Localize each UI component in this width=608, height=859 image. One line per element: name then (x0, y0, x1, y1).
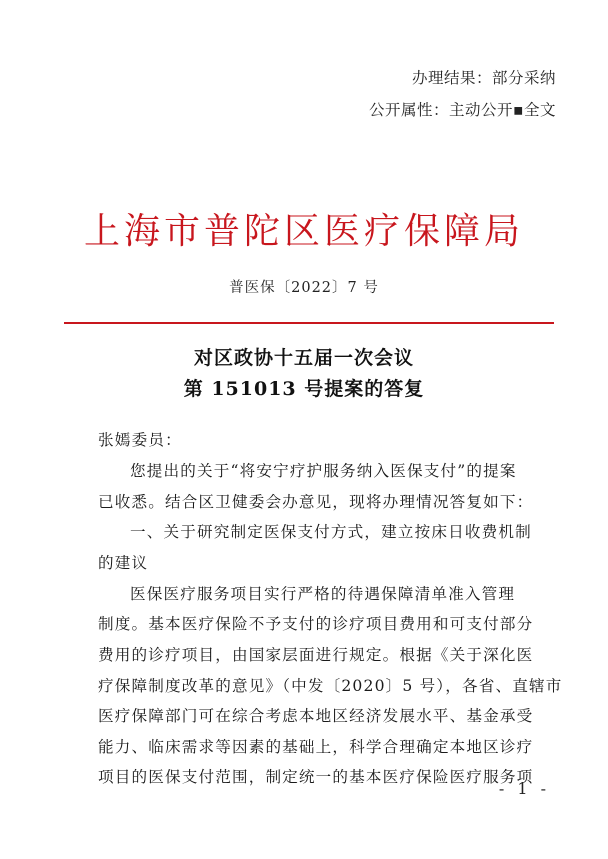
body-line: 的建议 (98, 554, 149, 572)
page-number: - 1 - (498, 779, 550, 798)
section-heading: 一、关于研究制定医保支付方式，建立按床日收费机制 (130, 523, 532, 541)
body-line: 医疗保障部门可在综合考虑本地区经济发展水平、基金承受 (98, 707, 534, 725)
title-line-1: 对区政协十五届一次会议 (193, 347, 414, 369)
title-line-2: 第 151013 号提案的答复 (183, 378, 425, 400)
disclosure-value: 主动公开▪全文 (448, 101, 556, 119)
body-line: 疗保障制度改革的意见》（中发〔2020〕5 号），各省、直辖市 (98, 677, 563, 695)
red-divider (64, 322, 554, 324)
handling-result (412, 66, 556, 88)
body-line: 医保医疗服务项目实行严格的待遇保障清单准入管理 (130, 585, 516, 603)
handling-result-label: 办理结果： (411, 69, 492, 87)
body-line: 费用的诊疗项目，由国家层面进行规定。根据《关于深化医 (98, 646, 534, 664)
body-line: 能力、临床需求等因素的基础上，科学合理确定本地区诊疗 (98, 738, 534, 756)
body-line: 项目的医保支付范围，制定统一的基本医疗保险医疗服务项 (98, 768, 534, 786)
body-line: 已收悉。结合区卫健委会办意见，现将办理情况答复如下： (98, 493, 534, 511)
body-line: 您提出的关于“将安宁疗护服务纳入医保支付”的提案 (130, 462, 517, 480)
disclosure-label: 公开属性： (368, 101, 449, 119)
handling-result-value: 部分采纳 (491, 69, 556, 87)
salutation: 张嫣委员： (98, 431, 182, 449)
body-line: 制度。基本医疗保险不予支付的诊疗项目费用和可支付部分 (98, 615, 534, 633)
issuer-heading: 上海市普陀区医疗保障局 (83, 211, 524, 252)
disclosure-attribute (369, 98, 556, 120)
document-number: 普医保〔2022〕7 号 (229, 280, 379, 296)
